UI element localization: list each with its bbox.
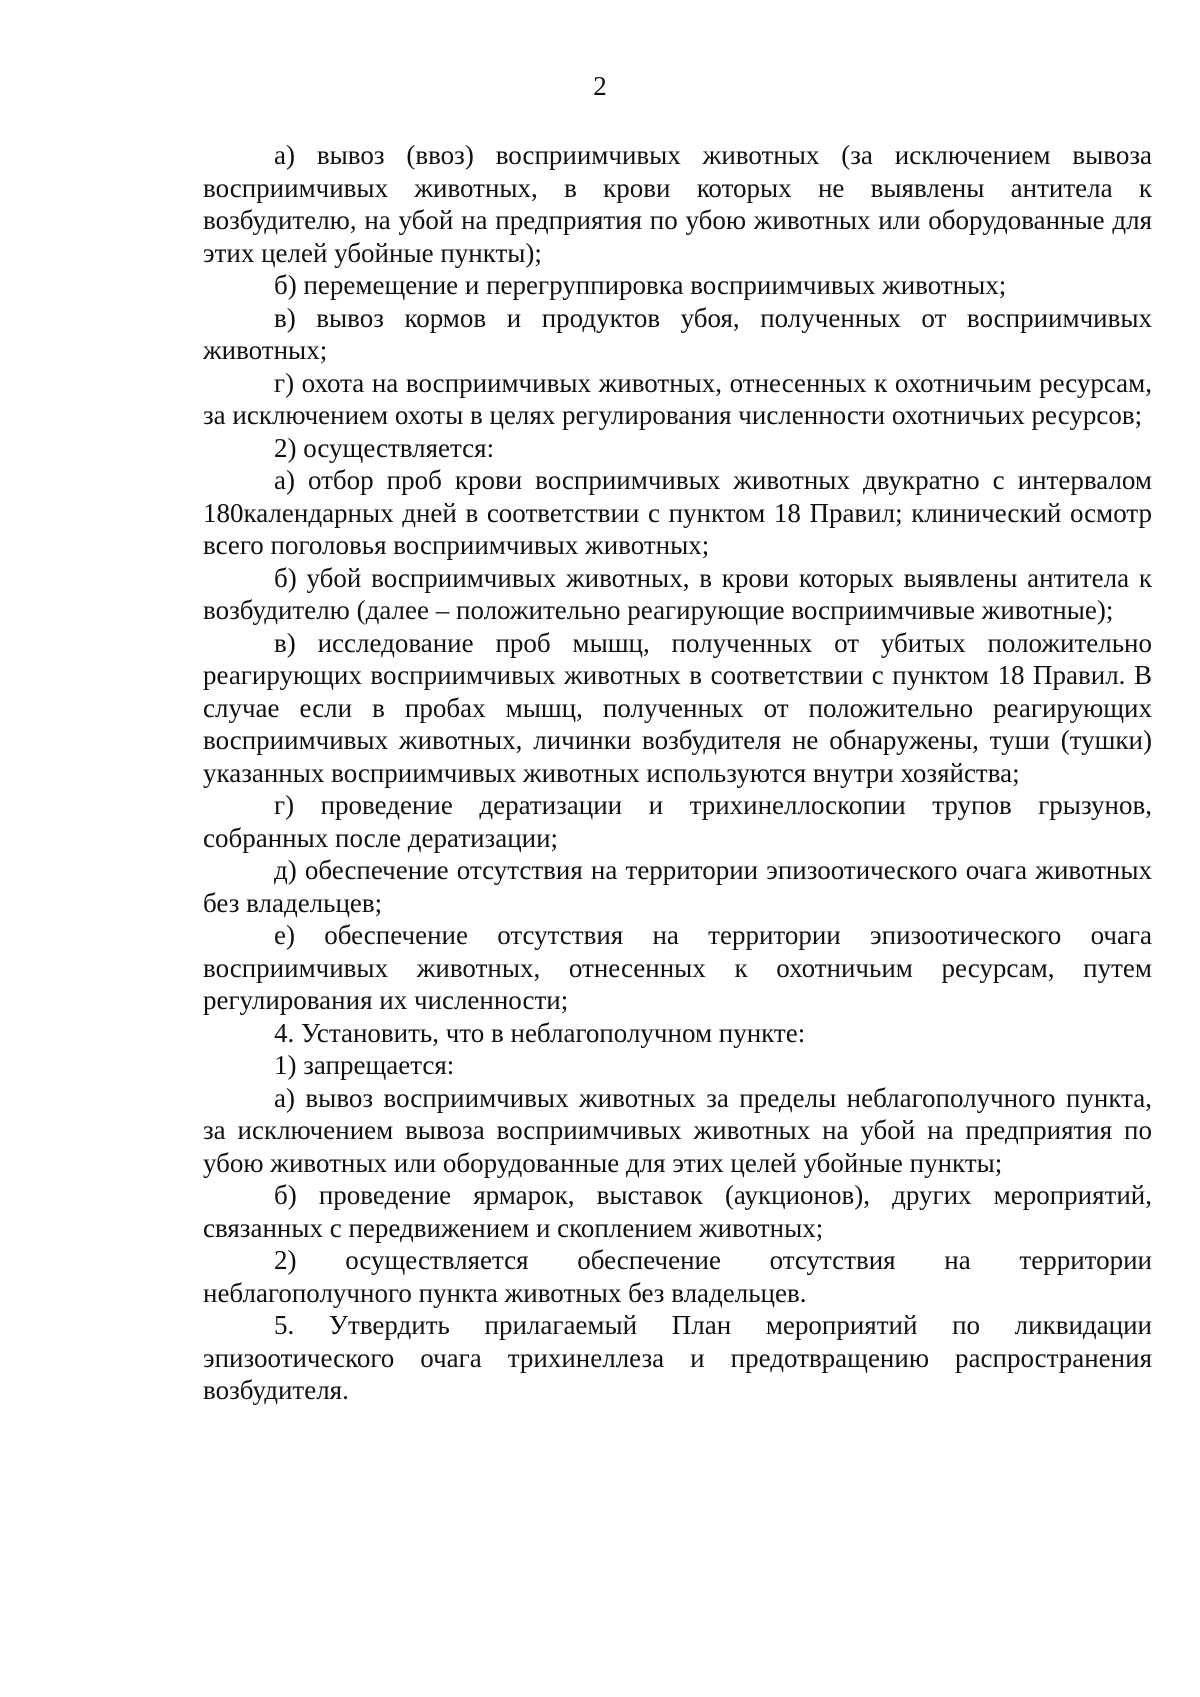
paragraph: д) обеспечение отсутствия на территории эпизоотического очага животных без владельцев; [203,855,1152,918]
paragraph: г) охота на восприимчивых животных, отнесенных к охотничьим ресурсам, за исключением охоты в целях регулирования численности охотничьих ресурсов; [203,367,1152,430]
document-body [203,139,1152,1407]
paragraph: а) вывоз восприимчивых животных за пределы неблагополучного пункта, за исключением вывоза восприимчивых животных на убой на предприятия по убою животных или оборудованные для этих целей убойные пункты; [203,1082,1152,1178]
page-number: 2 [593,71,607,101]
paragraph: б) перемещение и перегруппировка восприимчивых животных; [274,270,1007,300]
paragraph: 2) осуществляется: [274,432,495,463]
paragraph: 2) осуществляется обеспечение отсутствия на территории неблагополучного пункта животных без владельцев. [203,1245,1152,1308]
paragraph: б) проведение ярмарок, выставок (аукционов), других мероприятий, связанных с передвижением и скоплением животных; [203,1180,1152,1243]
paragraph: а) вывоз (ввоз) восприимчивых животных (за исключением вывоза восприимчивых животных, в крови которых не выявлены антитела к возбудителю, на убой на предприятия по убою животных или оборудованные для этих целей убойные пункты); [203,140,1152,268]
paragraph: 4. Установить, что в неблагополучном пункте: [274,1017,806,1048]
paragraph: в) вывоз кормов и продуктов убоя, полученных от восприимчивых животных; [203,302,1152,365]
paragraph: е) обеспечение отсутствия на территории эпизоотического очага восприимчивых животных, отнесенных к охотничьим ресурсам, путем регулирования их численности; [203,920,1152,1015]
paragraph: а) отбор проб крови восприимчивых животных двукратно с интервалом 180календарных дней в соответствии с пунктом 18 Правил; клинический осмотр всего поголовья восприимчивых животных; [203,465,1152,560]
paragraph: 1) запрещается: [274,1050,455,1080]
paragraph: в) исследование проб мышц, полученных от убитых положительно реагирующих восприимчивых животных в соответствии с пунктом 18 Правил. В случае если в пробах мышц, полученных от положительно реагирующих восприимчивых животных, личинки возбудителя не обнаружены, туши (тушки) указанных восприимчивых животных используются внутри хозяйства; [203,627,1152,788]
paragraph: б) убой восприимчивых животных, в крови которых выявлены антитела к возбудителю (далее – положительно реагирующие восприимчивые животные); [203,562,1152,625]
paragraph: 5. Утвердить прилагаемый План мероприятий по ликвидации эпизоотического очага трихинеллеза и предотвращению распространения возбудителя. [203,1310,1152,1405]
paragraph: г) проведение дератизации и трихинеллоскопии трупов грызунов, собранных после дератизации; [203,790,1152,853]
